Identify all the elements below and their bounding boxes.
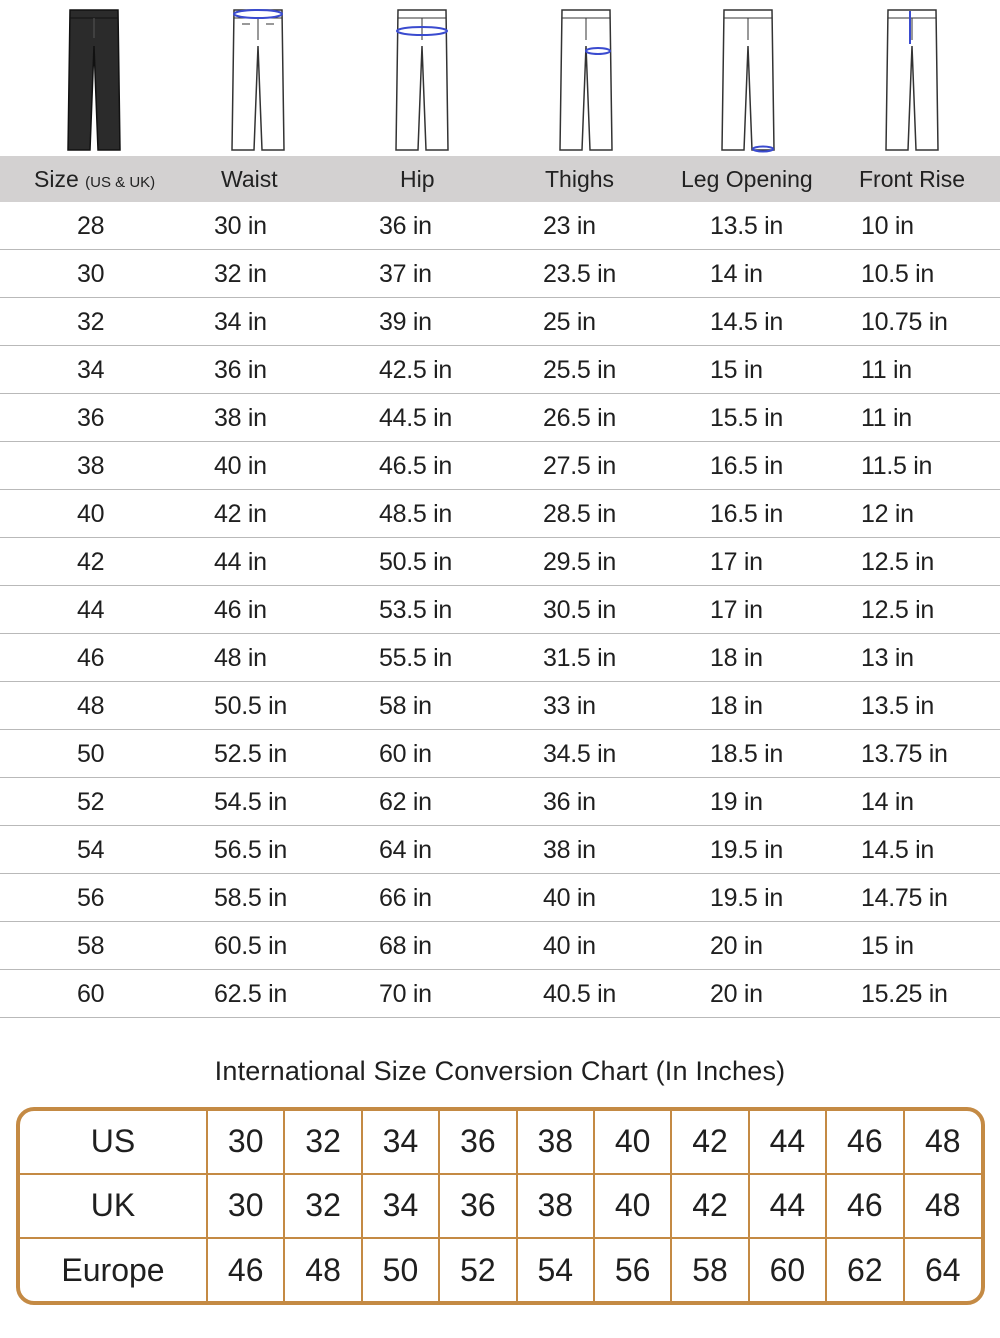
conversion-cell: 48 [904, 1111, 981, 1174]
cell-leg-opening: 18 in [710, 692, 763, 720]
cell-thighs: 31.5 in [543, 644, 616, 672]
cell-waist: 56.5 in [214, 836, 287, 864]
table-row [0, 442, 1000, 490]
cell-thighs: 28.5 in [543, 500, 616, 528]
cell-size: 32 [77, 308, 105, 336]
header-thighs: Thighs [545, 166, 615, 192]
cell-hip: 66 in [379, 884, 432, 912]
conversion-cell: 38 [517, 1111, 594, 1174]
front-rise-measure-icon [882, 6, 942, 154]
conversion-cell: 44 [749, 1111, 826, 1174]
cell-waist: 62.5 in [214, 980, 287, 1008]
cell-front-rise: 14.75 in [861, 884, 948, 912]
cell-front-rise: 15 in [861, 932, 914, 960]
cell-hip: 48.5 in [379, 500, 452, 528]
conversion-row-label: UK [20, 1174, 207, 1238]
cell-hip: 53.5 in [379, 596, 452, 624]
cell-waist: 60.5 in [214, 932, 287, 960]
cell-waist: 52.5 in [214, 740, 287, 768]
cell-size: 46 [77, 644, 105, 672]
header-size [34, 156, 155, 202]
cell-thighs: 27.5 in [543, 452, 616, 480]
pants-icon [64, 6, 124, 154]
cell-front-rise: 12.5 in [861, 596, 934, 624]
cell-leg-opening: 16.5 in [710, 500, 783, 528]
header-hip: Hip [400, 166, 435, 192]
cell-size: 42 [77, 548, 105, 576]
cell-leg-opening: 20 in [710, 980, 763, 1008]
cell-hip: 44.5 in [379, 404, 452, 432]
conversion-cell: 46 [207, 1238, 284, 1301]
cell-waist: 44 in [214, 548, 267, 576]
conversion-cell: 38 [517, 1174, 594, 1238]
cell-front-rise: 11 in [861, 404, 912, 432]
cell-waist: 58.5 in [214, 884, 287, 912]
cell-waist: 30 in [214, 212, 267, 240]
size-table-body [0, 202, 1000, 1018]
conversion-row-label: Europe [20, 1238, 207, 1301]
cell-hip: 58 in [379, 692, 432, 720]
cell-size: 44 [77, 596, 105, 624]
cell-front-rise: 14.5 in [861, 836, 934, 864]
cell-leg-opening: 16.5 in [710, 452, 783, 480]
cell-front-rise: 10.75 in [861, 308, 948, 336]
table-row [0, 634, 1000, 682]
waist-measure-icon [228, 6, 288, 154]
cell-front-rise: 13 in [861, 644, 914, 672]
measurement-icons-row [0, 0, 1000, 156]
table-row [0, 490, 1000, 538]
table-row [0, 682, 1000, 730]
cell-size: 48 [77, 692, 105, 720]
cell-front-rise: 12.5 in [861, 548, 934, 576]
conversion-cell: 32 [284, 1174, 361, 1238]
conversion-cell: 42 [671, 1111, 748, 1174]
cell-leg-opening: 14.5 in [710, 308, 783, 336]
cell-leg-opening: 15.5 in [710, 404, 783, 432]
conversion-cell: 34 [362, 1111, 439, 1174]
cell-front-rise: 15.25 in [861, 980, 948, 1008]
cell-waist: 36 in [214, 356, 267, 384]
cell-waist: 42 in [214, 500, 267, 528]
cell-thighs: 23.5 in [543, 260, 616, 288]
cell-size: 54 [77, 836, 105, 864]
table-row [0, 202, 1000, 250]
cell-front-rise: 10 in [861, 212, 914, 240]
header-leg-opening: Leg Opening [681, 166, 813, 192]
cell-waist: 48 in [214, 644, 267, 672]
cell-waist: 54.5 in [214, 788, 287, 816]
cell-front-rise: 10.5 in [861, 260, 934, 288]
conversion-cell: 48 [904, 1174, 981, 1238]
cell-thighs: 34.5 in [543, 740, 616, 768]
cell-size: 58 [77, 932, 105, 960]
cell-leg-opening: 20 in [710, 932, 763, 960]
cell-size: 52 [77, 788, 105, 816]
conversion-row-us [20, 1111, 981, 1174]
table-row [0, 250, 1000, 298]
conversion-row-uk [20, 1174, 981, 1238]
table-row [0, 970, 1000, 1018]
table-row [0, 826, 1000, 874]
cell-hip: 64 in [379, 836, 432, 864]
cell-waist: 32 in [214, 260, 267, 288]
cell-thighs: 23 in [543, 212, 596, 240]
table-row [0, 922, 1000, 970]
conversion-cell: 40 [594, 1174, 671, 1238]
conversion-table [16, 1107, 985, 1305]
conversion-cell: 42 [671, 1174, 748, 1238]
cell-thighs: 36 in [543, 788, 596, 816]
conversion-cell: 46 [826, 1174, 903, 1238]
cell-front-rise: 13.75 in [861, 740, 948, 768]
cell-thighs: 40.5 in [543, 980, 616, 1008]
cell-waist: 46 in [214, 596, 267, 624]
cell-size: 40 [77, 500, 105, 528]
cell-waist: 38 in [214, 404, 267, 432]
hip-measure-icon [392, 6, 452, 154]
cell-size: 60 [77, 980, 105, 1008]
header-size-label: Size [34, 166, 79, 192]
cell-size: 34 [77, 356, 105, 384]
cell-thighs: 30.5 in [543, 596, 616, 624]
cell-thighs: 40 in [543, 884, 596, 912]
cell-front-rise: 12 in [861, 500, 914, 528]
cell-front-rise: 13.5 in [861, 692, 934, 720]
cell-size: 56 [77, 884, 105, 912]
cell-waist: 34 in [214, 308, 267, 336]
cell-waist: 40 in [214, 452, 267, 480]
table-row [0, 586, 1000, 634]
cell-leg-opening: 18 in [710, 644, 763, 672]
cell-leg-opening: 15 in [710, 356, 763, 384]
conversion-title: International Size Conversion Chart (In Inches) [214, 1056, 786, 1086]
conversion-cell: 56 [594, 1238, 671, 1301]
conversion-cell: 44 [749, 1174, 826, 1238]
cell-size: 38 [77, 452, 105, 480]
cell-hip: 62 in [379, 788, 432, 816]
conversion-cell: 30 [207, 1174, 284, 1238]
leg-opening-measure-icon [718, 6, 778, 154]
table-row [0, 298, 1000, 346]
cell-hip: 37 in [379, 260, 432, 288]
conversion-cell: 40 [594, 1111, 671, 1174]
cell-size: 36 [77, 404, 105, 432]
cell-thighs: 29.5 in [543, 548, 616, 576]
cell-front-rise: 14 in [861, 788, 914, 816]
cell-leg-opening: 17 in [710, 548, 763, 576]
conversion-row-label: US [20, 1111, 207, 1174]
cell-thighs: 33 in [543, 692, 596, 720]
table-row [0, 538, 1000, 586]
header-size-note: (US & UK) [85, 174, 156, 191]
header-waist: Waist [221, 166, 278, 192]
conversion-cell: 50 [362, 1238, 439, 1301]
cell-front-rise: 11.5 in [861, 452, 933, 480]
cell-hip: 55.5 in [379, 644, 452, 672]
conversion-cell: 32 [284, 1111, 361, 1174]
cell-size: 50 [77, 740, 105, 768]
cell-thighs: 26.5 in [543, 404, 616, 432]
conversion-row-europe [20, 1238, 981, 1301]
conversion-cell: 62 [826, 1238, 903, 1301]
cell-hip: 60 in [379, 740, 432, 768]
cell-thighs: 38 in [543, 836, 596, 864]
conversion-cell: 36 [439, 1174, 516, 1238]
cell-leg-opening: 19.5 in [710, 884, 783, 912]
conversion-cell: 34 [362, 1174, 439, 1238]
table-row [0, 874, 1000, 922]
cell-leg-opening: 18.5 in [710, 740, 783, 768]
conversion-cell: 36 [439, 1111, 516, 1174]
table-row [0, 394, 1000, 442]
table-row [0, 778, 1000, 826]
cell-leg-opening: 19.5 in [710, 836, 783, 864]
header-front-rise: Front Rise [859, 166, 966, 192]
conversion-cell: 58 [671, 1238, 748, 1301]
cell-hip: 39 in [379, 308, 432, 336]
cell-hip: 70 in [379, 980, 432, 1008]
conversion-cell: 30 [207, 1111, 284, 1174]
cell-thighs: 40 in [543, 932, 596, 960]
conversion-cell: 48 [284, 1238, 361, 1301]
cell-hip: 46.5 in [379, 452, 452, 480]
conversion-cell: 54 [517, 1238, 594, 1301]
cell-leg-opening: 19 in [710, 788, 763, 816]
cell-leg-opening: 14 in [710, 260, 763, 288]
cell-hip: 42.5 in [379, 356, 452, 384]
size-table-header [0, 156, 1000, 202]
cell-thighs: 25.5 in [543, 356, 616, 384]
cell-hip: 50.5 in [379, 548, 452, 576]
thigh-measure-icon [556, 6, 616, 154]
cell-leg-opening: 17 in [710, 596, 763, 624]
table-row [0, 730, 1000, 778]
table-row [0, 346, 1000, 394]
conversion-cell: 46 [826, 1111, 903, 1174]
cell-leg-opening: 13.5 in [710, 212, 783, 240]
cell-hip: 36 in [379, 212, 432, 240]
cell-front-rise: 11 in [861, 356, 912, 384]
conversion-cell: 60 [749, 1238, 826, 1301]
cell-size: 30 [77, 260, 105, 288]
cell-thighs: 25 in [543, 308, 596, 336]
cell-size: 28 [77, 212, 105, 240]
conversion-cell: 52 [439, 1238, 516, 1301]
conversion-cell: 64 [904, 1238, 981, 1301]
cell-waist: 50.5 in [214, 692, 287, 720]
cell-hip: 68 in [379, 932, 432, 960]
